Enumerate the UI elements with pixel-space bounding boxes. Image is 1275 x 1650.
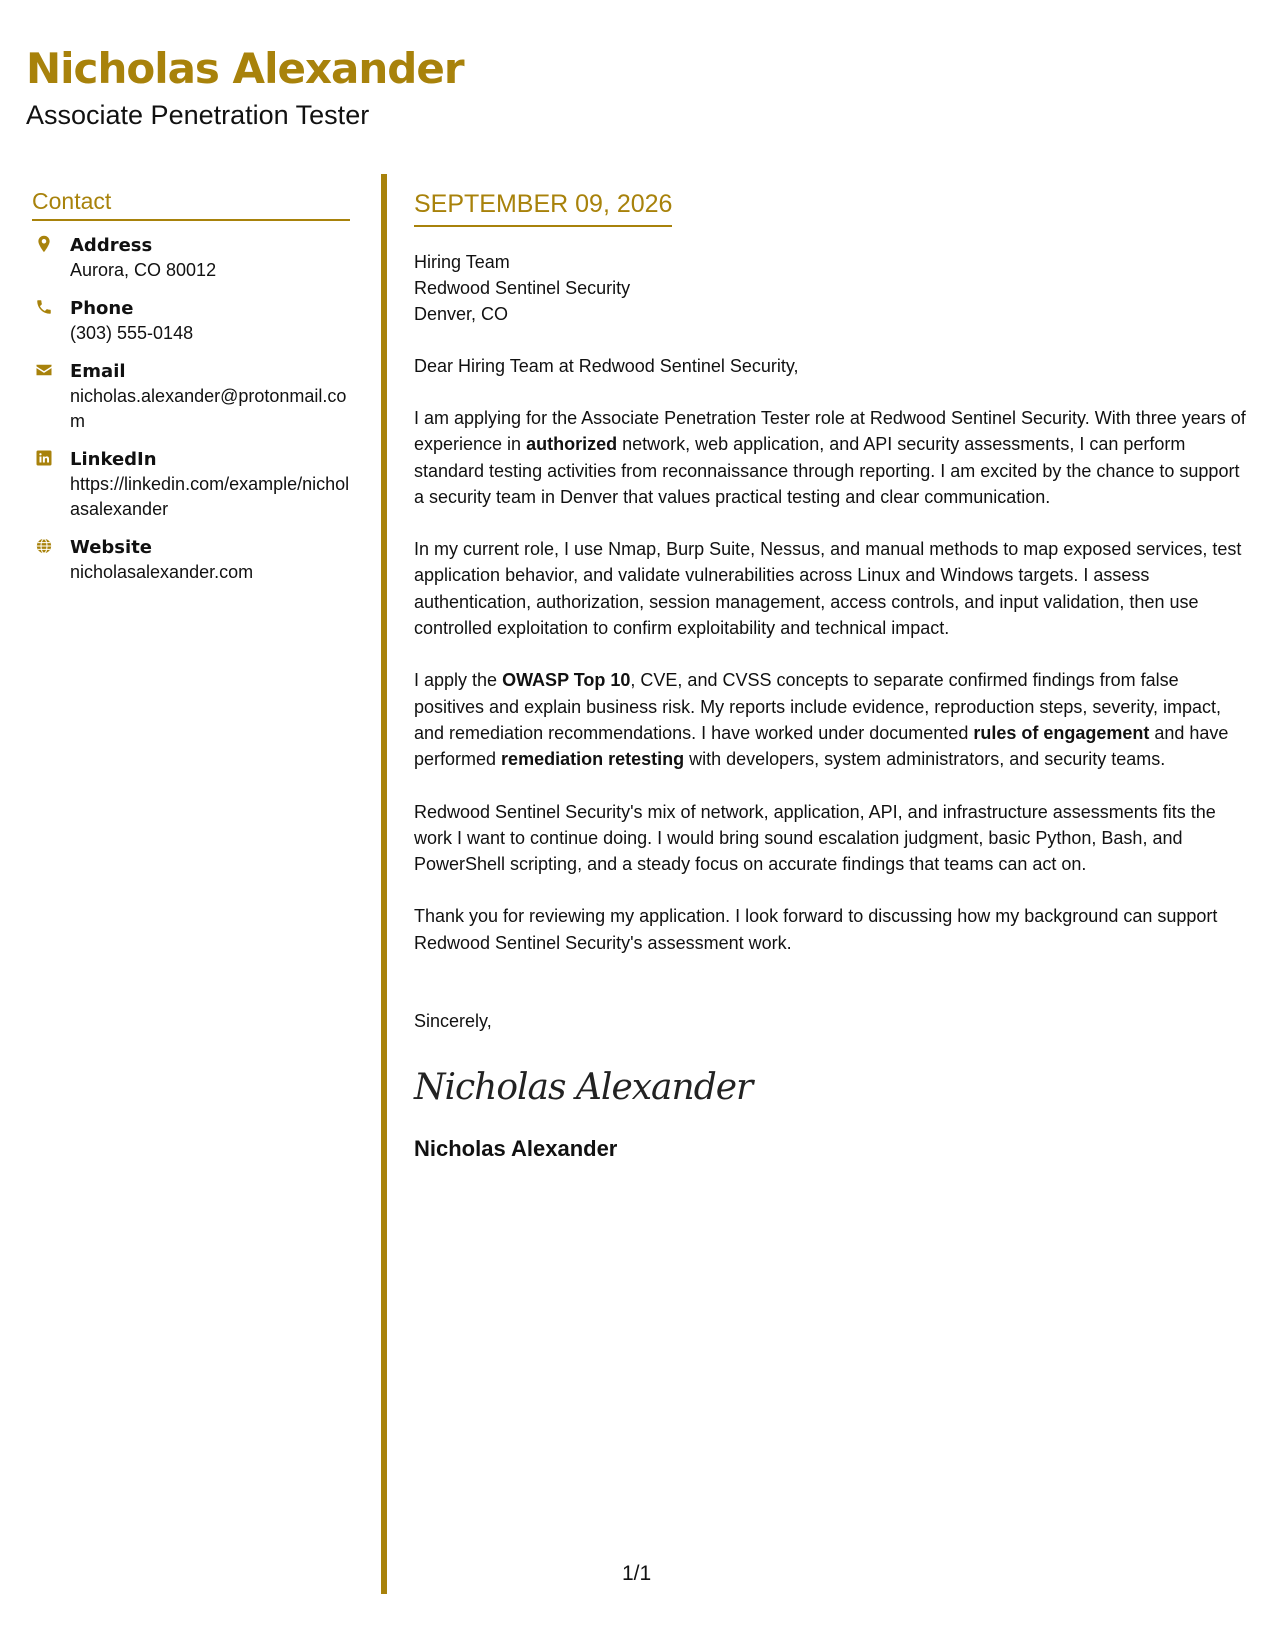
recipient-line: Hiring Team <box>414 252 510 272</box>
letter-paragraph: In my current role, I use Nmap, Burp Suite, Nessus, and manual methods to map exposed services, test application behavior, and validate vulnerabilities across Linux and Windows targets. I assess authentication, authorization, session management, access controls, and input validation, then use controlled exploitation to confirm exploitability and technical impact. <box>414 539 1242 639</box>
paragraph-text: with developers, system administrators, and security teams. <box>684 749 1166 770</box>
contact-label: Website <box>70 537 153 558</box>
address-value: Aurora, CO 80012 <box>70 260 217 280</box>
contact-phone <box>32 296 350 346</box>
contact-label: Email <box>70 361 126 382</box>
paragraph-text: network, web application, and API security assessments, I can perform standard testing activities from reconnaissance through reporting. I am excited by the chance to support a security team in Denver that values practical testing and clear communication. <box>414 434 1240 507</box>
phone-value: (303) 555-0148 <box>70 323 194 343</box>
applicant-title: Associate Penetration Tester <box>26 100 370 130</box>
contact-list <box>32 233 350 585</box>
contact-heading: Contact <box>32 188 350 221</box>
contact-label: Address <box>70 235 153 256</box>
salutation: Dear Hiring Team at Redwood Sentinel Security, <box>414 356 799 376</box>
letter-paragraph: Redwood Sentinel Security's mix of network, application, API, and infrastructure assessments fits the work I want to continue doing. I would bring sound escalation judgment, basic Python, Bash, and PowerShell scripting, and a steady focus on accurate findings that teams can act on. <box>414 801 1216 875</box>
emphasis-text: remediation retesting <box>501 749 685 770</box>
emphasis-text: authorized <box>526 434 618 455</box>
column-divider <box>381 174 387 1594</box>
envelope-icon <box>35 361 53 379</box>
signer-name: Nicholas Alexander <box>414 1136 618 1162</box>
emphasis-text: rules of engagement <box>973 722 1150 743</box>
letter-body <box>414 190 1252 1162</box>
letter-paragraph: Thank you for reviewing my application. I look forward to discussing how my background can support Redwood Sentinel Security's assessment work. <box>414 906 1218 953</box>
page-number: 1/1 <box>622 1562 652 1585</box>
email-link[interactable]: nicholas.alexander@protonmail.com <box>70 386 347 431</box>
linkedin-link[interactable]: https://linkedin.com/example/nicholasalexander <box>70 474 350 519</box>
contact-address <box>32 233 350 283</box>
letter-paragraph <box>414 405 1252 510</box>
handwritten-signature: Nicholas Alexander <box>414 1067 753 1109</box>
contact-sidebar <box>32 188 350 598</box>
map-pin-icon <box>35 235 53 253</box>
contact-email <box>32 359 350 434</box>
contact-label: LinkedIn <box>70 449 157 470</box>
contact-label: Phone <box>70 298 134 319</box>
paragraph-text: , CVE, and CVSS concepts to separate confirmed findings from false positives and explain business risk. My reports include evidence, reproduction steps, severity, impact, and remediation recommendations. I have worked under documented <box>414 670 1222 743</box>
paragraph-text: and have performed <box>414 722 1229 770</box>
website-link[interactable]: nicholasalexander.com <box>70 562 254 582</box>
phone-icon <box>35 298 53 316</box>
globe-icon <box>35 537 53 555</box>
paragraph-text: I apply the <box>414 670 503 691</box>
applicant-name: Nicholas Alexander <box>26 44 464 93</box>
emphasis-text: OWASP Top 10 <box>502 670 631 691</box>
recipient-location: Denver, CO <box>414 304 509 324</box>
contact-linkedin <box>32 447 350 522</box>
recipient-block <box>414 249 1252 327</box>
letter-date: SEPTEMBER 09, 2026 <box>414 190 672 227</box>
recipient-company: Redwood Sentinel Security <box>414 278 631 298</box>
letter-paragraph <box>414 667 1252 772</box>
contact-website <box>32 535 350 585</box>
linkedin-icon <box>35 449 53 467</box>
paragraph-text: I am applying for the Associate Penetration Tester role at Redwood Sentinel Security. With three years of experience in <box>414 408 1246 455</box>
closing: Sincerely, <box>414 1011 492 1032</box>
